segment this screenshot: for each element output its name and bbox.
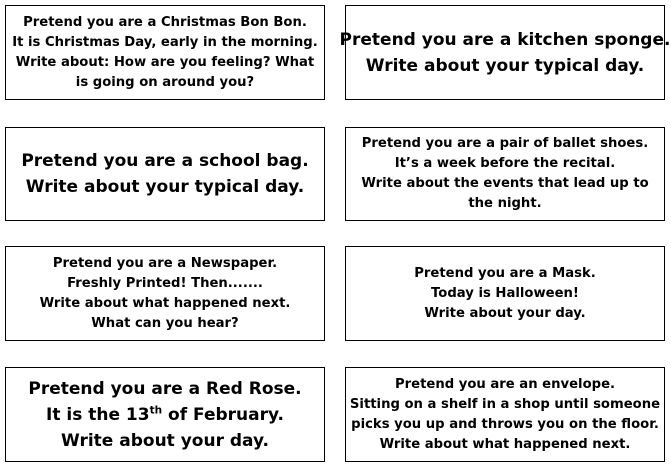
card-line: picks you up and throws you on the floor. [351, 416, 659, 432]
card-line: Pretend you are a Christmas Bon Bon. [23, 14, 307, 30]
card-line: Pretend you are a Newspaper. [52, 255, 278, 271]
card-line: Freshly Printed! Then....... [67, 275, 263, 291]
card-line: Write about your typical day. [365, 55, 645, 76]
card-line: Write about: How are you feeling? What [15, 54, 315, 70]
card-line: Sitting on a shelf in a shop until someone [349, 396, 661, 412]
card-line: It is Christmas Day, early in the morning. [12, 34, 318, 50]
card-line: Write about your day. [424, 305, 586, 321]
card-line: Today is Halloween! [431, 285, 579, 301]
card-line: Write about what happened next. [39, 295, 291, 311]
card-line: Pretend you are a kitchen sponge. [339, 29, 671, 50]
card-line: Pretend you are a Mask. [414, 265, 596, 281]
date-prefix: It is the 13 [46, 404, 150, 425]
prompt-card-ballet-shoes [345, 127, 665, 221]
prompt-card-mask [345, 246, 665, 341]
card-line: It’s a week before the recital. [394, 156, 616, 171]
prompt-card-newspaper [5, 246, 325, 341]
date-suffix: of February. [162, 404, 284, 425]
card-line: the night. [468, 196, 542, 211]
prompt-card-christmas-bon-bon [5, 5, 325, 100]
card-line: What can you hear? [91, 315, 239, 331]
card-line: Pretend you are a Red Rose. [28, 378, 302, 399]
card-line: Write about the events that lead up to [361, 176, 649, 191]
card-line: Pretend you are a school bag. [21, 151, 309, 171]
card-line: Pretend you are a pair of ballet shoes. [361, 136, 649, 151]
prompt-card-kitchen-sponge [339, 5, 671, 100]
card-line: is going on around you? [75, 74, 255, 90]
prompt-card-school-bag [5, 127, 325, 221]
card-date-line [46, 402, 284, 428]
card-line: Write about what happened next. [379, 436, 631, 452]
card-line: Write about your day. [61, 430, 269, 451]
prompt-card-red-rose [5, 367, 325, 462]
date-superscript: th [149, 403, 163, 416]
prompt-card-envelope [345, 367, 665, 462]
card-line: Write about your typical day. [25, 177, 305, 197]
card-line: Pretend you are an envelope. [394, 376, 616, 392]
